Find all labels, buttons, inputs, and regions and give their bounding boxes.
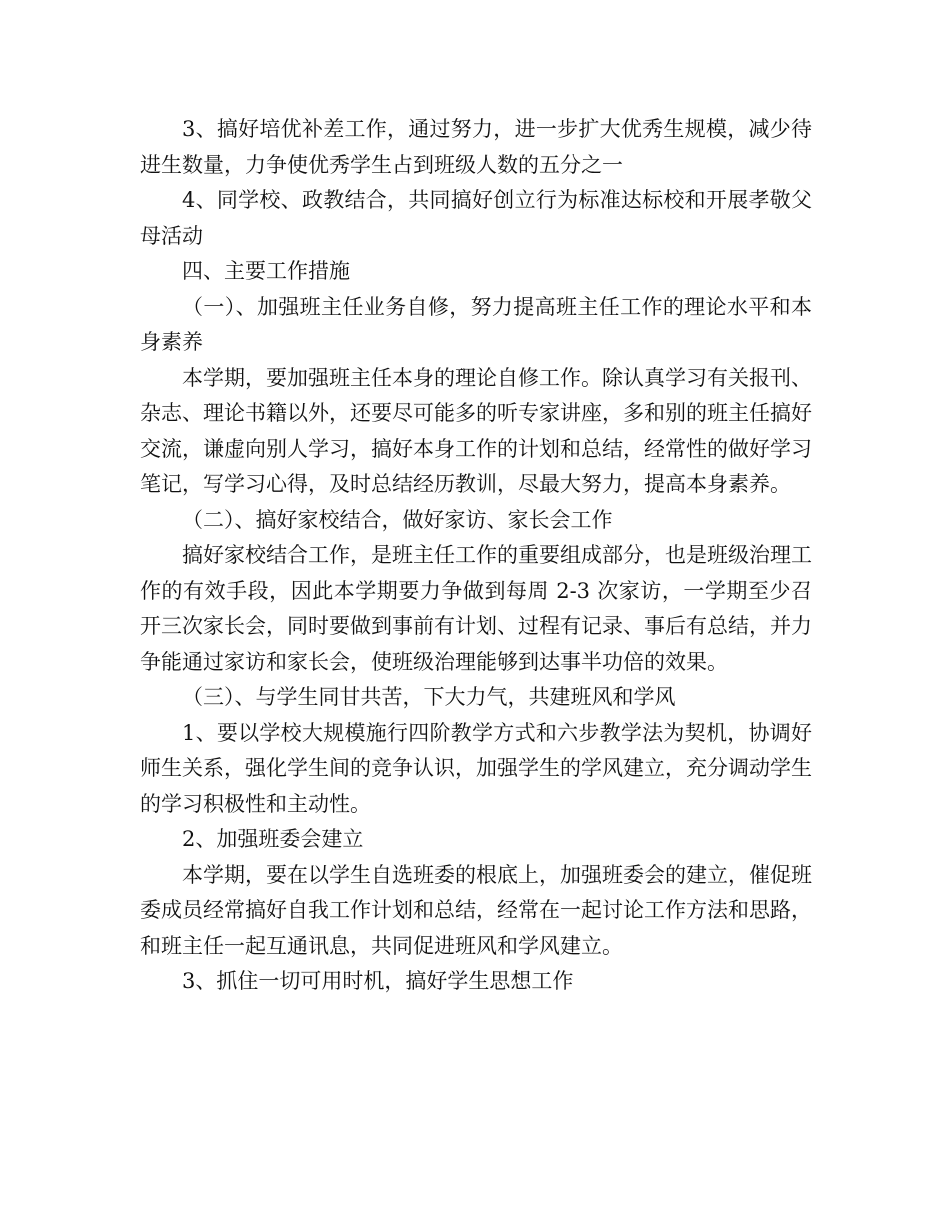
paragraph-goal-4: 4、同学校、政教结合，共同搞好创立行为标准达标校和开展孝敬父母活动 bbox=[140, 188, 812, 248]
paragraph-item-3: 3、抓住一切可用时机，搞好学生思想工作 bbox=[182, 969, 574, 993]
subheading-1: （一）、加强班主任业务自修，努力提高班主任工作的理论水平和本身素养 bbox=[140, 294, 812, 354]
paragraph-item-1: 1、要以学校大规模施行四阶教学方式和六步教学法为契机，协调好师生关系，强化学生间的竞争认识，加强学生的学风建立，充分调动学生的学习积极性和主动性。 bbox=[140, 720, 812, 816]
paragraph-self-study: 本学期，要加强班主任本身的理论自修工作。除认真学习有关报刊、杂志、理论书籍以外，还要尽可能多的听专家讲座，多和别的班主任搞好交流，谦虚向别人学习，搞好本身工作的计划和总结，经常性的做好学习笔记，写学习心得，及时总结经历教训，尽最大努力，提高本身素养。 bbox=[140, 365, 812, 496]
subheading-2: （二）、搞好家校结合，做好家访、家长会工作 bbox=[182, 507, 613, 532]
paragraph-class-committee: 本学期，要在以学生自选班委的根底上，加强班委会的建立，催促班委成员经常搞好自我工作计划和总结，经常在一起讨论工作方法和思路，和班主任一起互通讯息，共同促进班风和学风建立。 bbox=[140, 862, 812, 958]
paragraph-home-visits: 搞好家校结合工作，是班主任工作的重要组成部分，也是班级治理工作的有效手段，因此本学期要力争做到每周 2-3 次家访，一学期至少召开三次家长会，同时要做到事前有计划、过程有记录、事后有总结，并力争能通过家访和家长会，使班级治理能够到达事半功倍的效果。 bbox=[140, 543, 812, 674]
section-heading-measures: 四、主要工作措施 bbox=[182, 259, 350, 283]
subheading-3: （三）、与学生同甘共苦，下大力气，共建班风和学风 bbox=[182, 685, 676, 709]
paragraph-goal-3: 3、搞好培优补差工作，通过努力，进一步扩大优秀生规模，减少待进生数量，力争使优秀学生占到班级人数的五分之一 bbox=[140, 117, 812, 177]
paragraph-item-2: 2、加强班委会建立 bbox=[182, 827, 364, 851]
document-body bbox=[140, 112, 812, 1000]
